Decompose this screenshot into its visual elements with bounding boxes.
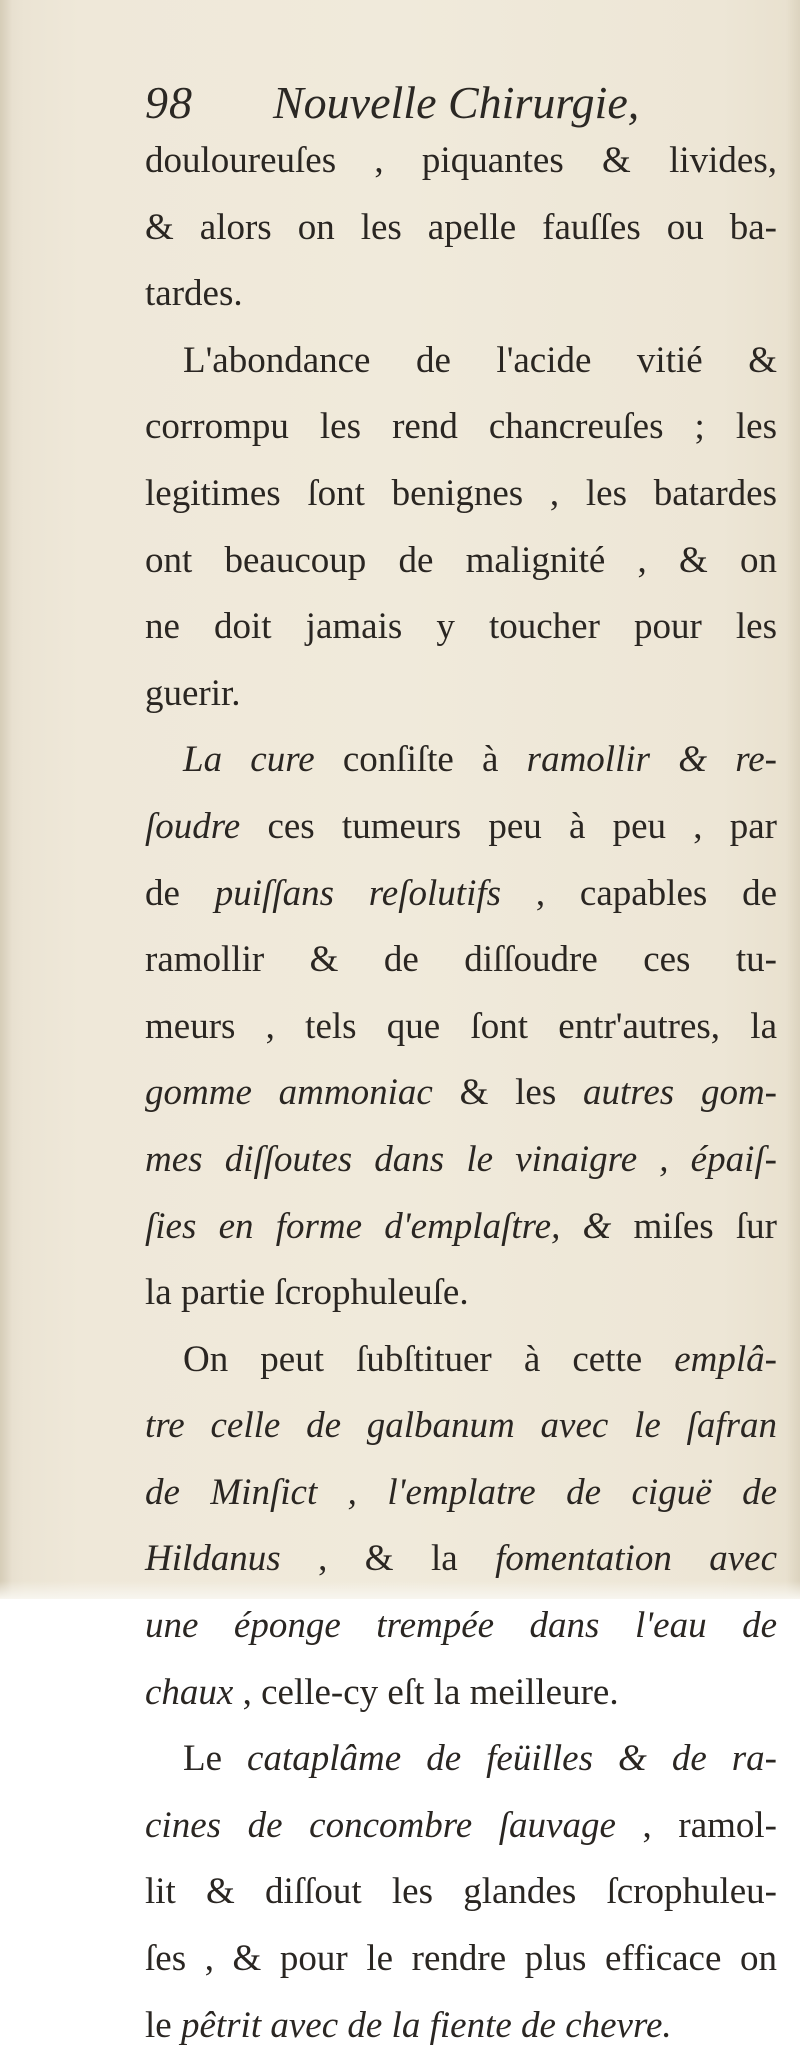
italic-text: autres gom- xyxy=(583,1072,777,1114)
text-line xyxy=(145,861,777,928)
text-line xyxy=(145,1793,777,1860)
text-line xyxy=(145,1726,777,1793)
text-segment: douloureuſes , piquantes & livides, xyxy=(145,140,777,181)
text-line xyxy=(145,1127,777,1194)
italic-text: gomme ammoniac xyxy=(145,1072,433,1114)
italic-text: fomentation avec xyxy=(495,1538,778,1580)
text-segment: le xyxy=(145,2004,181,2046)
text-line xyxy=(145,1327,777,1394)
text-segment: miſes ſur xyxy=(633,1205,777,1247)
text-line xyxy=(145,1393,777,1460)
italic-text: tre celle de galbanum avec le ſafran xyxy=(145,1405,777,1447)
text-line xyxy=(145,594,777,661)
text-line xyxy=(145,1460,777,1527)
italic-text: chaux xyxy=(145,1671,234,1713)
italic-text: pêtrit avec de la fiente de chevre. xyxy=(180,2004,672,2046)
text-segment: ne doit jamais y toucher pour les xyxy=(145,606,777,648)
text-segment: On peut ſubſtituer à cette xyxy=(183,1338,675,1380)
text-segment: L'abondance de l'acide vitié & xyxy=(183,339,777,381)
text-segment: , & la xyxy=(280,1538,496,1580)
page-edge-shadow xyxy=(786,0,800,1599)
text-line xyxy=(145,794,777,861)
text-line xyxy=(145,727,777,794)
text-segment: tardes. xyxy=(145,273,243,315)
text-line xyxy=(145,1194,777,1261)
text-line xyxy=(145,394,777,461)
text-line xyxy=(145,1593,777,1660)
text-segment: ramollir & de diſſoudre ces tu- xyxy=(145,939,777,981)
text-line xyxy=(145,1660,777,1727)
text-line xyxy=(145,1260,777,1327)
text-segment: meurs , tels que ſont entr'autres, la xyxy=(145,1005,777,1047)
italic-text: cines de concombre ſauvage xyxy=(145,1804,616,1846)
text-line xyxy=(145,328,777,395)
text-line xyxy=(145,461,777,528)
page-bottom-edge xyxy=(0,1581,800,1599)
text-segment: ont beaucoup de malignité , & on xyxy=(145,539,777,581)
text-line xyxy=(145,128,777,195)
italic-text: mes diſſoutes dans le vinaigre , épaiſ- xyxy=(145,1138,777,1180)
text-segment: , capables de xyxy=(501,872,777,914)
text-segment: & les xyxy=(432,1072,584,1114)
italic-text: ramollir & re- xyxy=(526,739,777,781)
text-segment: , ramol- xyxy=(615,1804,777,1846)
running-title: Nouvelle Chirurgie, xyxy=(273,77,640,128)
italic-text: ſoudre xyxy=(145,805,241,847)
text-segment: corrompu les rend chancreuſes ; les xyxy=(145,406,777,448)
text-segment: ſes , & pour le rendre plus efficace on xyxy=(145,1938,777,1980)
text-line xyxy=(145,1859,777,1926)
page-number: 98 xyxy=(145,77,193,128)
italic-text: La cure xyxy=(183,739,315,781)
text-line xyxy=(145,661,777,728)
text-segment: & alors on les apelle fauſſes ou ba- xyxy=(145,206,777,248)
italic-text: de Minſict , l'emplatre de ciguë de xyxy=(145,1471,777,1513)
text-line xyxy=(145,1993,777,2059)
italic-text: une éponge trempée dans l'eau de xyxy=(145,1605,777,1647)
text-segment: ces tumeurs peu à peu , par xyxy=(240,805,777,847)
text-segment: de xyxy=(145,872,215,914)
text-segment: guerir. xyxy=(145,672,241,714)
italic-text: puiſſans reſolutifs xyxy=(214,872,502,914)
text-segment: conſiſte à xyxy=(314,739,527,781)
text-line xyxy=(145,261,777,328)
text-segment: Le xyxy=(183,1738,248,1780)
italic-text: Hildanus xyxy=(145,1538,281,1580)
text-line xyxy=(145,1060,777,1127)
text-line xyxy=(145,927,777,994)
italic-text: ſies en forme d'emplaſtre, & xyxy=(145,1205,634,1247)
text-segment: legitimes ſont benignes , les batardes xyxy=(145,472,777,514)
running-head xyxy=(145,72,785,132)
text-segment: lit & diſſout les glandes ſcrophuleu- xyxy=(145,1871,777,1913)
text-segment: , celle-cy eſt la meilleure. xyxy=(233,1671,619,1713)
text-line xyxy=(145,528,777,595)
text-line xyxy=(145,195,777,262)
italic-text: emplâ- xyxy=(674,1338,777,1380)
text-line xyxy=(145,994,777,1061)
page-gutter-shadow xyxy=(0,0,12,1599)
text-segment: la partie ſcrophuleuſe. xyxy=(145,1272,469,1314)
body-text xyxy=(145,128,777,2059)
text-line xyxy=(145,1926,777,1993)
italic-text: cataplâme de feüilles & de ra- xyxy=(247,1738,777,1780)
